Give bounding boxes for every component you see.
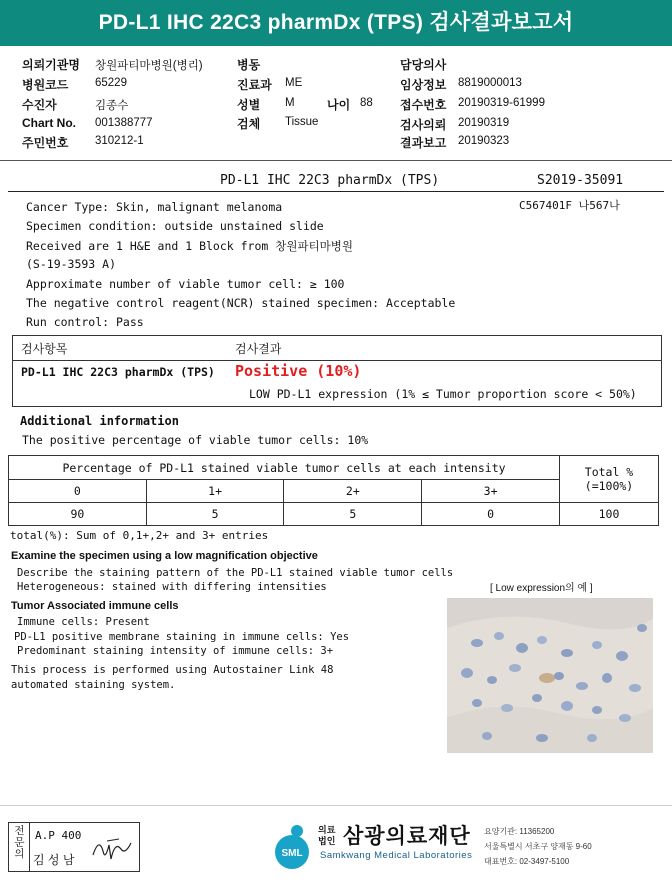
institution-code: 요양기관: 11365200 [484,827,555,836]
sex-value: M [285,97,295,109]
role-cell [9,823,30,871]
accession-no-label: 접수번호 [400,98,447,112]
intensity-value-1: 5 [146,503,284,526]
age-label: 나이 [327,98,351,112]
hospital-code-value: 65229 [95,77,127,89]
report-title-divider [8,191,664,192]
signature-box [8,822,140,872]
intensity-col-0: 0 [9,480,147,503]
total-label-2: (=100%) [584,479,634,493]
sml-logo-icon [270,822,314,872]
foundation-name-en: Samkwang Medical Laboratories [320,850,473,861]
additional-info-heading: Additional information [20,414,179,428]
intensity-col-3: 3+ [422,480,560,503]
intensity-col-2: 2+ [284,480,422,503]
footer-divider [0,805,672,806]
report-date-label: 결과보고 [400,136,447,150]
microscopy-image-art [447,598,653,753]
chart-no-value: 001388777 [95,117,153,129]
logo-text: SML [281,848,303,859]
physician-label: 담당의사 [400,58,447,72]
additional-info-text: The positive percentage of viable tumor cells: 10% [22,433,369,447]
foundation-address: 서울특별시 서초구 양재동 9-60 [484,842,592,851]
hospital-name-value: 창원파티마병원(병리) [95,60,203,72]
clinical-info-value: 8819000013 [458,77,522,89]
run-control-line: Run control: Pass [26,315,144,329]
request-date-value: 20190319 [458,117,510,129]
immune-heading: Tumor Associated immune cells [11,600,179,612]
reference-code: C567401F 나567나 [519,199,620,212]
examine-line-1: Describe the staining pattern of the PD-L1 stained viable tumor cells [17,567,454,579]
patient-name-value: 김종수 [95,100,129,112]
slide-number-line: (S-19-3593 A) [26,257,117,271]
total-note: total(%): Sum of 0,1+,2+ and 3+ entries [10,529,269,542]
viable-tumor-line: Approximate number of viable tumor cell: ≥ 100 [26,277,345,291]
specimen-number: S2019-35091 [537,173,624,188]
role-label: 전문의 [13,825,25,860]
hospital-name-label: 의뢰기관명 [22,58,80,72]
specimen-label: 검체 [237,117,261,131]
report-date-value: 20190323 [458,135,510,147]
test-title: PD-L1 IHC 22C3 pharmDx (TPS) [220,173,440,188]
expression-level: LOW PD-L1 expression (1% ≤ Tumor proportion score < 50%) [249,387,637,401]
hospital-code-label: 병원코드 [22,78,69,92]
ward-label: 병동 [237,58,261,72]
chart-no-label: Chart No. [22,116,76,130]
microscopy-image [447,598,653,753]
handwritten-signature [89,831,137,867]
corp-type [318,825,335,847]
intensity-table-header: Percentage of PD-L1 stained viable tumor cells at each intensity [9,456,560,480]
foundation-name: 삼광의료재단 [343,825,471,848]
examine-heading: Examine the specimen using a low magnification objective [11,550,318,562]
resident-no-label: 주민번호 [22,136,69,150]
specimen-condition-line: Specimen condition: outside unstained slide [26,219,324,233]
immune-line-3: Predominant staining intensity of immune cells: 3+ [17,645,334,657]
result-box-divider [13,360,661,361]
header-divider [0,160,672,161]
cancer-type-line: Cancer Type: Skin, malignant melanoma [26,200,283,214]
ncr-line: The negative control reagent(NCR) stained specimen: Acceptable [26,296,456,310]
process-line-1: This process is performed using Autostainer Link 48 [11,664,334,676]
clinical-info-label: 임상정보 [400,78,447,92]
patient-name-label: 수진자 [22,98,57,112]
report-title: PD-L1 IHC 22C3 pharmDx (TPS) 검사결과보고서 [0,0,672,46]
immune-line-1: Immune cells: Present [17,616,150,628]
result-header: 검사결과 [235,342,282,356]
foundation-phone: 대표번호: 02-3497-5100 [484,857,570,866]
intensity-value-0: 90 [9,503,147,526]
request-date-label: 검사의뢰 [400,118,447,132]
corp-type-line-2: 법인 [318,836,336,846]
ap-license: A.P 400 [35,829,82,842]
total-label-1: Total % [584,465,634,479]
received-line: Received are 1 H&E and 1 Block from 창원파티마병원 [26,239,354,253]
accession-no-value: 20190319-61999 [458,97,545,109]
intensity-value-3: 0 [422,503,560,526]
pathologist-name: 김 성 남 [33,853,75,867]
total-header [560,456,659,503]
item-header: 검사항목 [21,342,68,356]
age-value: 88 [360,97,373,109]
process-line-2: automated staining system. [11,679,176,691]
department-value: ME [285,77,303,89]
department-label: 진료과 [237,78,272,92]
resident-no-value: 310212-1 [95,135,144,147]
corp-type-line-1: 의료 [318,825,336,835]
specimen-value: Tissue [285,116,319,128]
intensity-table [8,455,659,526]
result-item: PD-L1 IHC 22C3 pharmDx (TPS) [21,365,215,379]
sex-label: 성별 [237,98,261,112]
examine-line-2: Heterogeneous: stained with differing intensities [17,581,327,593]
image-caption: [ Low expression의 예 ] [490,583,593,594]
intensity-total-value: 100 [560,503,659,526]
intensity-col-1: 1+ [146,480,284,503]
immune-line-2: PD-L1 positive membrane staining in immune cells: Yes [14,631,350,643]
intensity-value-2: 5 [284,503,422,526]
result-box [12,335,662,407]
result-value: Positive (10%) [235,362,362,380]
